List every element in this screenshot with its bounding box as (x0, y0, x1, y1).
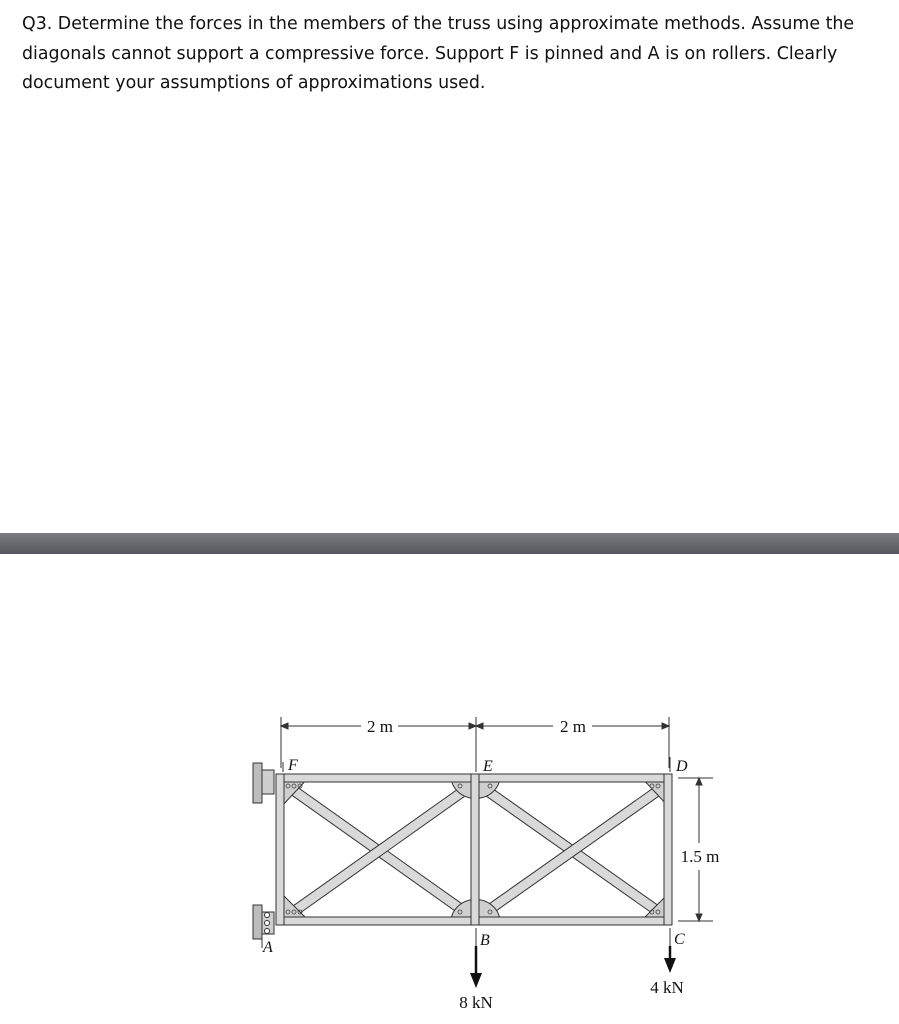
dimension-right-span: 2 m (560, 717, 586, 736)
dimension-left-span: 2 m (367, 717, 393, 736)
member-DC (664, 774, 672, 925)
dimension-height: 1.5 m (680, 847, 720, 866)
load-arrow-B (470, 946, 482, 988)
truss-chords (276, 774, 672, 925)
truss-figure (0, 554, 899, 1024)
joint-label-C: C (674, 931, 685, 948)
joint-label-A: A (263, 939, 273, 956)
joint-label-F: F (288, 757, 298, 774)
support-roller-A (253, 905, 274, 939)
member-EB (471, 774, 479, 925)
section-divider (0, 533, 899, 554)
dimension-top (281, 717, 669, 768)
joint-label-E: E (483, 758, 493, 775)
joint-label-B: B (480, 932, 490, 949)
member-AF (276, 774, 284, 925)
load-arrow-C (664, 946, 676, 973)
load-label-C: 4 kN (650, 978, 684, 997)
question-text: Q3. Determine the forces in the members of the truss using approximate methods. Assume the diagonals cannot support a compressive force. Support F is pinned and A is on rollers. Clearly document your assumptions of approximations used. (22, 14, 855, 93)
load-label-B: 8 kN (459, 993, 493, 1012)
joint-label-D: D (676, 758, 688, 775)
